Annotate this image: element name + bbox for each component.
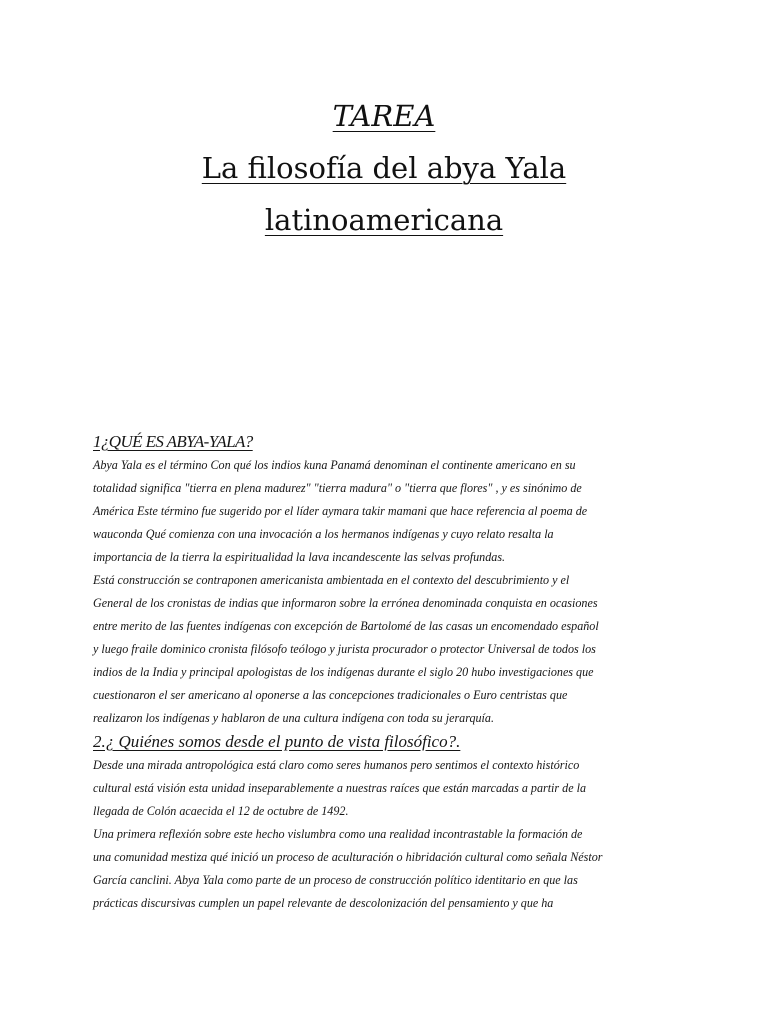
text-line: indios de la India y principal apologistas de los indígenas durante el siglo 20 hubo investigaciones que [93,665,594,679]
section-1-heading: 1¿QUÉ ES ABYA-YALA? [93,432,253,451]
text-line: prácticas discursivas cumplen un papel relevante de descolonización del pensamiento y que ha [93,896,554,910]
text-line: Está construcción se contraponen americanista ambientada en el contexto del descubrimiento y el [93,573,570,587]
text-line: América Este término fue sugerido por el líder aymara takir mamani que hace referencia al poema de [93,504,588,518]
text-line: Una primera reflexión sobre este hecho vislumbra como una realidad incontrastable la formación de [93,827,583,841]
document-title [0,90,768,246]
text-line: General de los cronistas de indias que informaron sobre la errónea denominada conquista en ocasiones [93,596,598,610]
section-1-paragraph-2 [93,569,683,730]
text-line: importancia de la tierra la espiritualidad la lava incandescente las selvas profundas. [93,550,506,564]
document-body [93,430,683,915]
text-line: cuestionaron el ser americano al oponerse a las concepciones tradicionales o Euro centristas que [93,688,568,702]
text-line: Desde una mirada antropológica está claro como seres humanos pero sentimos el contexto histórico [93,758,580,772]
text-line: García canclini. Abya Yala como parte de un proceso de construcción político identitario en que las [93,873,578,887]
text-line: una comunidad mestiza qué inició un proceso de aculturación o hibridación cultural como señala Néstor [93,850,603,864]
section-2-heading: 2.¿ Quiénes somos desde el punto de vista filosófico?. [93,732,461,751]
title-line-3: latinoamericana [264,203,504,237]
text-line: y luego fraile dominico cronista filósofo teólogo y jurista procurador o protector Universal de todos los [93,642,596,656]
text-line: Abya Yala es el término Con qué los indios kuna Panamá denominan el continente americano en su [93,458,576,472]
text-line: cultural está visión esta unidad inseparablemente a nuestras raíces que están marcadas a partir de la [93,781,586,795]
section-1-paragraph-1 [93,454,683,569]
section-2-paragraph-1 [93,754,683,823]
text-line: wauconda Qué comienza con una invocación a los hermanos indígenas y cuyo relato resalta la [93,527,554,541]
text-line: llegada de Colón acaecida el 12 de octubre de 1492. [93,804,349,818]
text-line: realizaron los indígenas y hablaron de una cultura indígena con toda su jerarquía. [93,711,494,725]
text-line: totalidad significa "tierra en plena madurez" "tierra madura" o "tierra que flores" , y es sinónimo de [93,481,582,495]
title-line-1: TAREA [332,99,436,133]
section-2-paragraph-2 [93,823,683,915]
text-line: entre merito de las fuentes indígenas con excepción de Bartolomé de las casas un encomendado español [93,619,599,633]
title-line-2: La filosofía del abya Yala [201,151,567,185]
